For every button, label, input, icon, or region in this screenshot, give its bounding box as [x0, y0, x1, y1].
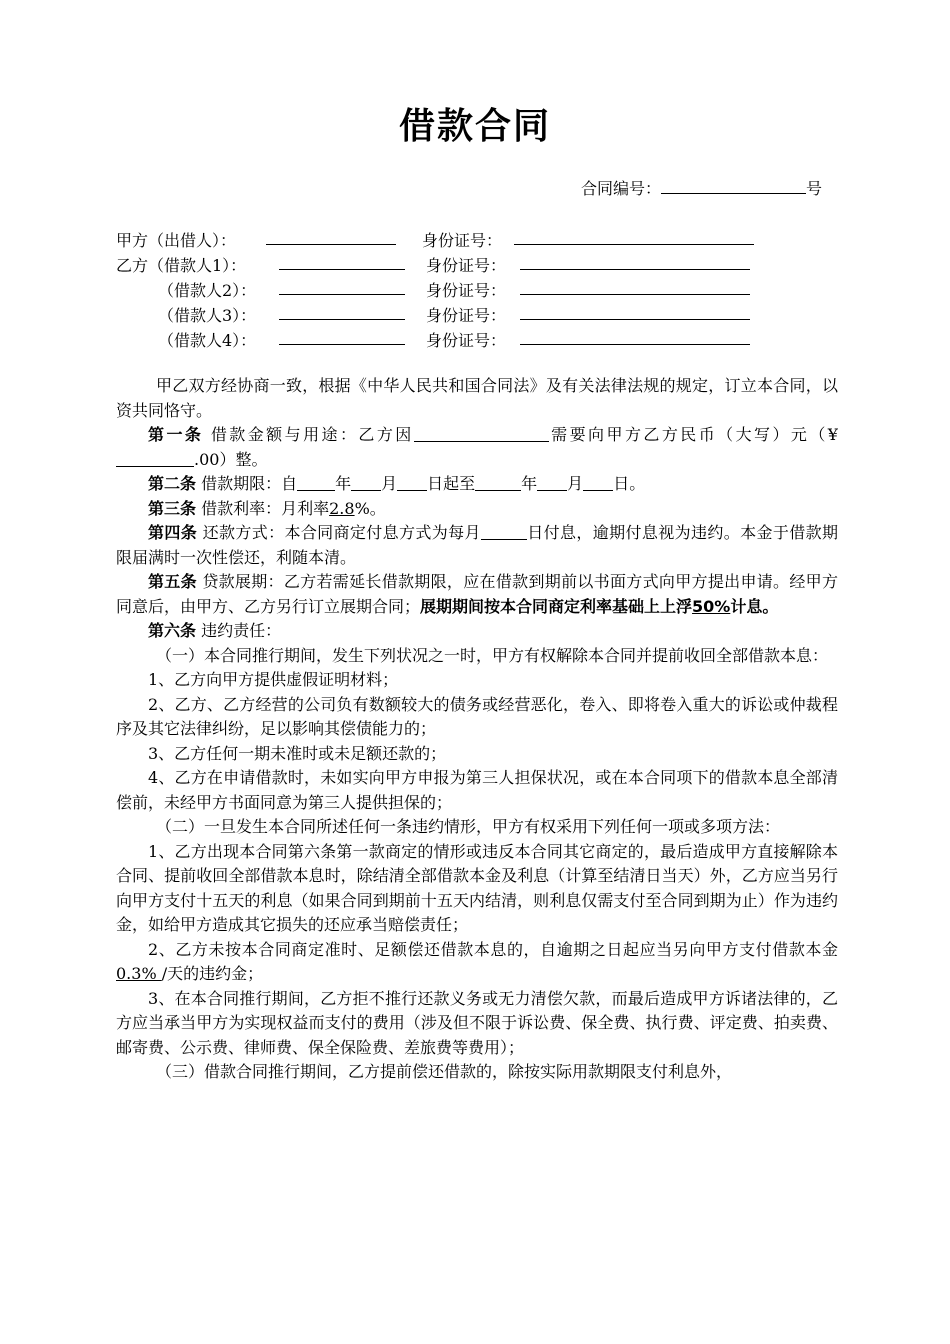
article-5: 第五条 贷款展期：乙方若需延长借款期限，应在借款到期前以书面方式向甲方提出申请。经甲方同意后，由甲方、乙方另行订立展期合同；展期期间按本合同商定利率基础上上浮50%计息。	[116, 572, 838, 616]
contract-number-suffix: 号	[806, 179, 823, 198]
id-number-blank[interactable]	[520, 319, 750, 320]
contract-body	[116, 374, 838, 1085]
interest-rate-value: 2.8	[329, 498, 355, 518]
article-2: 第二条 借款期限：自 年 月 日起至 年 月 日。	[148, 474, 646, 493]
intro-paragraph: 甲乙双方经协商一致，根据《中华人民共和国合同法》及有关法律法规的规定，订立本合同，以资共同恪守。	[116, 376, 838, 420]
list-item: 1、乙方向甲方提供虚假证明材料；	[148, 670, 399, 689]
article-heading: 第三条	[148, 498, 197, 518]
end-day-blank[interactable]	[583, 475, 613, 491]
id-label: 身份证号：	[422, 231, 503, 250]
contract-number-label: 合同编号：	[581, 179, 662, 198]
article-heading: 第五条	[148, 572, 197, 591]
purpose-blank[interactable]	[414, 426, 549, 442]
party-row-borrower-2	[158, 278, 768, 298]
id-number-blank[interactable]	[514, 244, 754, 245]
contract-number-line	[581, 176, 822, 199]
party-row-borrower-4	[158, 328, 768, 348]
article-heading: 第二条	[148, 474, 197, 493]
party-label: （借款人2）：	[158, 281, 257, 300]
party-row-borrower-1	[116, 253, 766, 273]
penalty-rate-value: 0.3%	[116, 964, 162, 983]
list-item: 2、乙方未按本合同商定准时、足额偿还借款本息的，自逾期之日起应当另向甲方支付借款本金 0.3% /天的违约金；	[116, 939, 838, 983]
amount-blank[interactable]	[116, 451, 194, 467]
article-6: 第六条 违约责任：	[148, 621, 282, 640]
party-label: （借款人4）：	[158, 331, 257, 350]
article-heading: 第一条	[148, 425, 204, 444]
start-year-blank[interactable]	[297, 475, 335, 491]
start-day-blank[interactable]	[397, 475, 427, 491]
document-title: 借款合同	[398, 106, 551, 147]
list-item: 1、乙方出现本合同第六条第一款商定的情形或违反本合同其它商定的，最后造成甲方直接解除本合同、提前收回全部借款本息时，除结清全部借款本金及利息（计算至结清日当天）外，乙方应当另行向甲方支付十五天的利息（如果合同到期前十五天内结清，则利息仅需支付至合同到期为止）作为违约金，如给甲方造成其它损失的还应承当赔偿责任；	[116, 841, 838, 934]
list-item: 3、乙方任何一期未准时或未足额还款的；	[148, 743, 447, 763]
party-label: （借款人3）：	[158, 306, 257, 325]
end-year-blank[interactable]	[475, 475, 521, 491]
party-row-borrower-3	[158, 303, 768, 323]
id-number-blank[interactable]	[520, 344, 750, 345]
list-item: 3、在本合同推行期间，乙方拒不推行还款义务或无力清偿欠款，而最后造成甲方诉诸法律的，乙方应当承当甲方为实现权益而支付的费用（涉及但不限于诉讼费、保全费、执行费、评定费、拍卖费、邮寄费、公示费、律师费、保全保险费、差旅费等费用）；	[116, 988, 838, 1057]
contract-number-blank[interactable]	[661, 176, 806, 194]
article-heading: 第四条	[148, 523, 198, 542]
id-number-blank[interactable]	[520, 269, 750, 270]
payment-day-blank[interactable]	[481, 524, 527, 540]
article-3: 第三条 借款利率：月利率2.8%。	[148, 498, 386, 518]
section-2: （二）一旦发生本合同所述任何一条违约情形，甲方有权采用下列任何一项或多项方法：	[156, 817, 781, 836]
list-item: 2、乙方、乙方经营的公司负有数额较大的债务或经营恶化，卷入、即将卷入重大的诉讼或仲裁程序及其它法律纠纷，足以影响其偿债能力的；	[116, 694, 838, 738]
party-name-blank[interactable]	[266, 244, 396, 245]
id-label: 身份证号：	[426, 331, 507, 350]
party-name-blank[interactable]	[279, 319, 405, 320]
party-label: 甲方（出借人）：	[116, 231, 237, 250]
article-4: 第四条 还款方式：本合同商定付息方式为每月 日付息，逾期付息视为违约。本金于借款期限届满时一次性偿还，利随本清。	[116, 523, 838, 567]
party-name-blank[interactable]	[279, 294, 405, 295]
start-month-blank[interactable]	[351, 475, 381, 491]
party-name-blank[interactable]	[279, 344, 405, 345]
party-row-lender	[116, 228, 766, 248]
id-label: 身份证号：	[426, 256, 507, 275]
party-label: 乙方（借款人1）：	[116, 256, 247, 275]
id-label: 身份证号：	[426, 281, 507, 300]
id-label: 身份证号：	[426, 306, 507, 325]
section-3: （三）借款合同推行期间，乙方提前偿还借款的，除按实际用款期限支付利息外，	[156, 1062, 733, 1081]
article-heading: 第六条	[148, 621, 197, 640]
party-name-blank[interactable]	[279, 269, 405, 270]
section-1: （一）本合同推行期间，发生下列状况之一时，甲方有权解除本合同并提前收回全部借款本息：	[156, 645, 829, 665]
list-item: 4、乙方在申请借款时，未如实向甲方申报为第三人担保状况，或在本合同项下的借款本息全部清偿前，未经甲方书面同意为第三人提供担保的；	[116, 768, 838, 812]
article-1: 第一条 借款金额与用途：乙方因 需要向甲方乙方民币（大写）元（¥.00）整。	[116, 423, 838, 472]
id-number-blank[interactable]	[520, 294, 750, 295]
end-month-blank[interactable]	[537, 475, 567, 491]
